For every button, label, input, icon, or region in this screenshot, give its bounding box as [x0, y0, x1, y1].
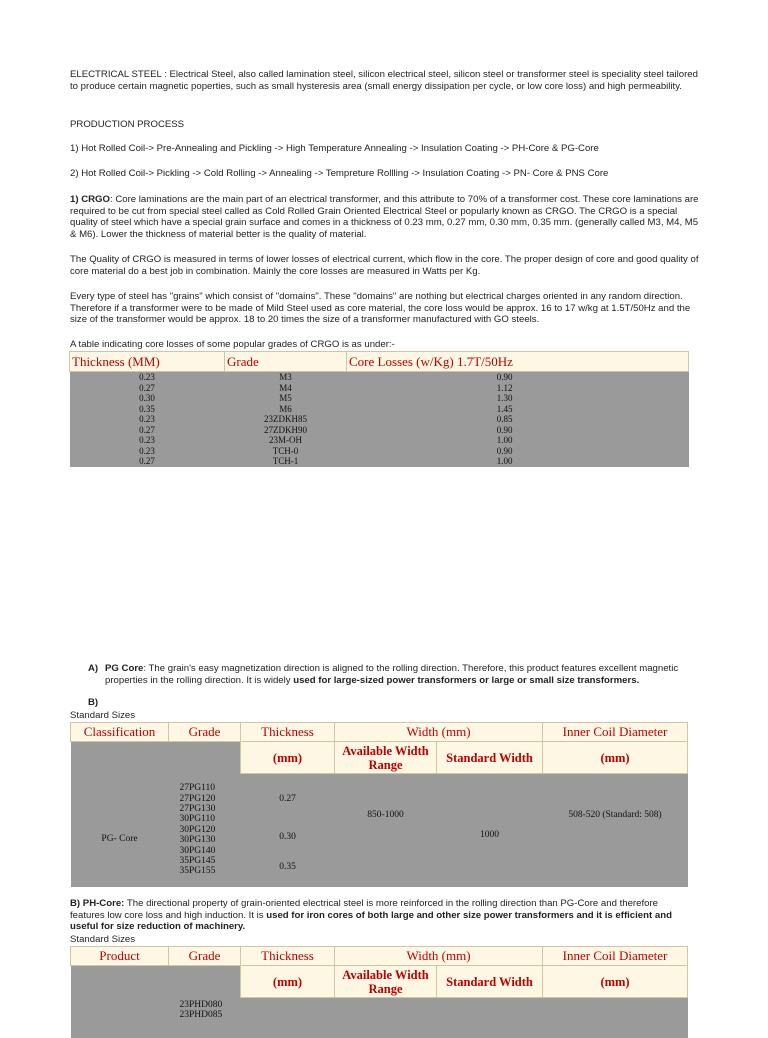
pg-grade-item: 30PG120	[179, 824, 216, 835]
crgo-cell-core-loss: 0.85	[347, 414, 689, 425]
ph-core-paragraph	[70, 898, 695, 933]
pg-header-thickness: Thickness	[241, 723, 335, 742]
pg-header-width: Width (mm)	[335, 723, 543, 742]
crgo-cell-core-loss: 0.90	[347, 446, 689, 457]
pg-standard-sizes: Standard Sizes	[70, 710, 136, 721]
ph-product-cell	[71, 998, 169, 1038]
header-grade: Grade	[225, 352, 347, 372]
ph-core-text: The directional property of grain-oriented electrical steel is more reinforced in the rolling direction than PG-Core and therefore features low core loss and high induction. It is	[70, 898, 658, 921]
table-intro: A table indicating core losses of some popular grades of CRGO is as under:-	[70, 339, 395, 350]
crgo-cell-thickness: 0.30	[70, 393, 225, 404]
ph-subheader-thickness-unit: (mm)	[241, 966, 335, 998]
ph-grade-item: 23PHD080	[179, 999, 223, 1010]
ph-thickness-cell	[241, 998, 335, 1038]
pg-core-text: : The grain's easy magnetization direction is aligned to the rolling direction. Therefore, this product features excellent magnetic properties in the rolling direction. It is widely	[105, 663, 679, 686]
pg-grade-item: 35PG145	[179, 856, 216, 867]
pg-subheader-standard-width: Standard Width	[437, 742, 543, 774]
crgo-table-row	[70, 383, 689, 394]
crgo-cell-thickness: 0.23	[70, 446, 225, 457]
intro-paragraph: ELECTRICAL STEEL : Electrical Steel, also called lamination steel, silicon electrical steel, silicon steel or transformer steel is speciality steel tailored to produce certain magnetic poperties, such as small hysteresis area (small energy dissipation per cycle, or low core loss) and high permeability.	[70, 69, 698, 92]
pg-available-width: 850-1000	[335, 774, 437, 887]
ph-available-width-cell	[335, 998, 437, 1038]
quality-paragraph: The Quality of CRGO is measured in terms of lower losses of electrical current, which flow in the core. The proper design of core and good quality of core material do a best job in combination. Mainly the core losses are measured in Watts per Kg.	[70, 254, 699, 277]
crgo-cell-core-loss: 1.00	[347, 435, 689, 446]
ph-core-usage: used for iron cores of both large and other size power transformers and it is efficient and useful for size reduction of machinery.	[70, 909, 672, 933]
crgo-cell-thickness: 0.27	[70, 383, 225, 394]
crgo-table-header-row	[70, 352, 689, 372]
ph-inner-diameter-cell	[543, 998, 688, 1038]
ph-header-grade: Grade	[169, 947, 241, 966]
crgo-table-row	[70, 404, 689, 415]
pg-thickness-value: 0.27	[279, 794, 296, 805]
ph-standard-width-cell	[437, 998, 543, 1038]
crgo-cell-grade: 23M-OH	[225, 435, 347, 446]
pg-grade-item: 30PG130	[179, 835, 216, 846]
pg-grade-item: 35PG155	[179, 866, 216, 877]
crgo-cell-thickness: 0.23	[70, 435, 225, 446]
crgo-cell-grade: TCH-1	[225, 456, 347, 467]
crgo-cell-grade: TCH-0	[225, 446, 347, 457]
ph-header-product: Product	[71, 947, 169, 966]
process-step-1: 1) Hot Rolled Coil-> Pre-Annealing and Pickling -> High Temperature Annealing -> Insulation Coating -> PH-Core & PG-Core	[70, 143, 599, 154]
crgo-table-row	[70, 435, 689, 446]
ph-blank-cell	[71, 966, 169, 998]
crgo-paragraph	[70, 194, 700, 240]
crgo-cell-core-loss: 0.90	[347, 425, 689, 436]
crgo-cell-core-loss: 1.12	[347, 383, 689, 394]
pg-inner-diameter: 508-520 (Standard: 508)	[543, 774, 688, 887]
crgo-cell-grade: M3	[225, 372, 347, 383]
pg-thickness-value: 0.35	[279, 862, 296, 873]
crgo-cell-grade: 27ZDKH90	[225, 425, 347, 436]
pg-core-sizes-table	[70, 722, 688, 887]
pg-grade-item: 27PG130	[179, 803, 216, 814]
pg-subheader-available-width: Available Width Range	[335, 742, 437, 774]
crgo-cell-core-loss: 1.30	[347, 393, 689, 404]
header-core-losses: Core Losses (w/Kg) 1.7T/50Hz	[347, 352, 689, 372]
crgo-table-row	[70, 425, 689, 436]
pg-grade-item: 30PG110	[179, 814, 216, 825]
pg-core-usage: used for large-sized power transformers or large or small size transformers.	[293, 674, 640, 686]
crgo-table-row	[70, 393, 689, 404]
header-thickness: Thickness (MM)	[70, 352, 225, 372]
crgo-cell-thickness: 0.23	[70, 414, 225, 425]
pg-grade-item: 30PG140	[179, 845, 216, 856]
crgo-table-row	[70, 414, 689, 425]
ph-subheader-available-width: Available Width Range	[335, 966, 437, 998]
crgo-text: : Core laminations are the main part of an electrical transformer, and this attribute to 70% of a transformer cost. These core laminations are required to be cut from special steel called as Cold Rolled Grain Oriented Electrical Steel or popularly known as CRGO. The CRGO is a special quality of steel which have a special grain surface and comes in a thickness of 0.23 mm, 0.27 mm, 0.30 mm, 0.35 mm. (generally called M3, M4, M5 & M6). Lower the thickness of material better is the quality of material.	[70, 194, 699, 240]
crgo-label: 1) CRGO	[70, 194, 110, 205]
pg-header-grade: Grade	[169, 723, 241, 742]
ph-subheader-diameter-unit: (mm)	[543, 966, 688, 998]
crgo-table-row	[70, 372, 689, 383]
pg-grade-item: 27PG110	[179, 783, 216, 794]
crgo-cell-thickness: 0.27	[70, 456, 225, 467]
b-marker: B)	[88, 697, 99, 708]
crgo-cell-thickness: 0.23	[70, 372, 225, 383]
production-heading: PRODUCTION PROCESS	[70, 119, 185, 130]
ph-header-inner-diameter: Inner Coil Diameter	[543, 947, 688, 966]
ph-standard-sizes: Standard Sizes	[70, 934, 136, 945]
ph-core-label: B) PH-Core:	[70, 898, 125, 909]
crgo-cell-grade: 23ZDKH85	[225, 414, 347, 425]
pg-subheader-diameter-unit: (mm)	[543, 742, 688, 774]
crgo-table-row	[70, 446, 689, 457]
process-step-2: 2) Hot Rolled Coil-> Pickling -> Cold Rolling -> Annealing -> Tempreture Rollling -> Insulation Coating -> PN- Core & PNS Core	[70, 168, 609, 179]
crgo-table-row	[70, 456, 689, 467]
crgo-cell-thickness: 0.35	[70, 404, 225, 415]
pg-classification: PG- Core	[71, 774, 169, 887]
pg-header-classification: Classification	[71, 723, 169, 742]
pg-grade-list	[169, 774, 241, 887]
crgo-cell-grade: M6	[225, 404, 347, 415]
pg-core-label: PG Core	[105, 663, 144, 674]
crgo-cell-grade: M5	[225, 393, 347, 404]
ph-grade-item: 23PHD085	[179, 1009, 223, 1020]
ph-header-width: Width (mm)	[335, 947, 543, 966]
ph-blank-cell	[169, 966, 241, 998]
crgo-core-loss-table	[69, 351, 689, 467]
pg-thickness-cell	[241, 774, 335, 887]
pg-standard-width: 1000	[437, 774, 543, 887]
ph-grade-list	[169, 998, 241, 1038]
crgo-cell-grade: M4	[225, 383, 347, 394]
ph-subheader-standard-width: Standard Width	[437, 966, 543, 998]
crgo-cell-core-loss: 0.90	[347, 372, 689, 383]
pg-grade-item: 27PG120	[179, 793, 216, 804]
pg-blank-cell	[71, 742, 169, 774]
grains-paragraph: Every type of steel has "grains" which consist of "domains". These "domains" are nothing but electrical charges oriented in any random direction. Therefore if a transformer were to be made of Mild Steel used as core material, the core loss would be approx. 16 to 17 w/kg at 1.5T/50Hz and the size of the transformer would be approx. 18 to 20 times the size of a transformer manufactured with GO steels.	[70, 291, 691, 326]
pg-thickness-value: 0.30	[279, 832, 296, 843]
pg-subheader-thickness-unit: (mm)	[241, 742, 335, 774]
pg-blank-cell	[169, 742, 241, 774]
pg-header-inner-diameter: Inner Coil Diameter	[543, 723, 688, 742]
ph-header-thickness: Thickness	[241, 947, 335, 966]
pg-marker: A)	[88, 663, 99, 674]
crgo-cell-thickness: 0.27	[70, 425, 225, 436]
crgo-cell-core-loss: 1.45	[347, 404, 689, 415]
crgo-cell-core-loss: 1.00	[347, 456, 689, 467]
pg-core-paragraph	[105, 663, 685, 686]
